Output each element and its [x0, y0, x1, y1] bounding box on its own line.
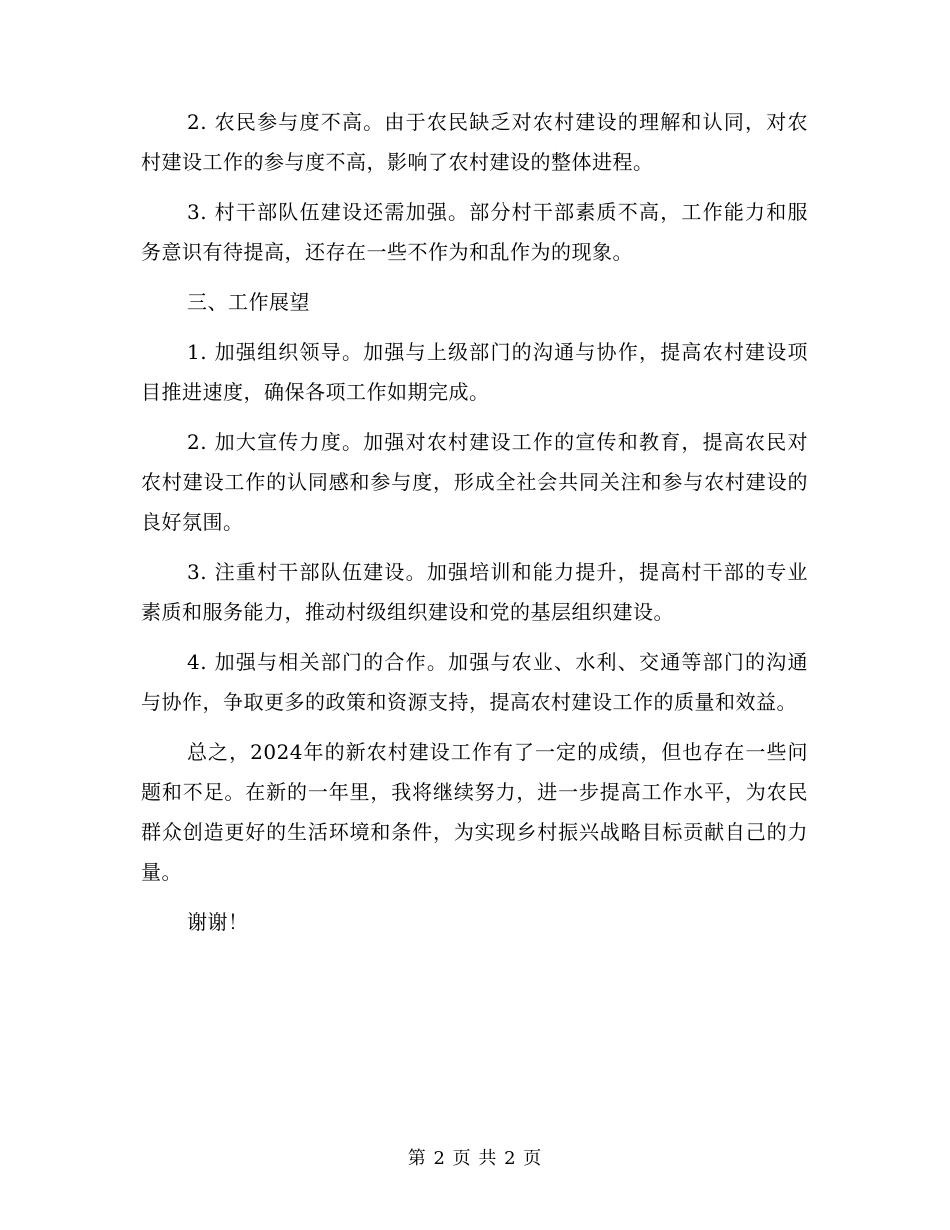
paragraph-thanks: 谢谢！ — [187, 910, 249, 934]
paragraph-outlook-3: 3. 注重村干部队伍建设。加强培训和能力提升，提高村干部的专业素质和服务能力，推动村级组织建设和党的基层组织建设。 — [141, 560, 808, 624]
paragraph-problem-2: 2. 农民参与度不高。由于农民缺乏对农村建设的理解和认同，对农村建设工作的参与度不高，影响了农村建设的整体进程。 — [141, 110, 808, 174]
document-body — [141, 102, 808, 952]
section-heading-outlook: 三、工作展望 — [187, 290, 310, 314]
paragraph-outlook-4: 4. 加强与相关部门的合作。加强与农业、水利、交通等部门的沟通与协作，争取更多的政策和资源支持，提高农村建设工作的质量和效益。 — [141, 650, 808, 714]
paragraph-problem-3: 3. 村干部队伍建设还需加强。部分村干部素质不高，工作能力和服务意识有待提高，还存在一些不作为和乱作为的现象。 — [141, 200, 808, 264]
paragraph-summary: 总之，2024年的新农村建设工作有了一定的成绩，但也存在一些问题和不足。在新的一年里，我将继续努力，进一步提高工作水平，为农民群众创造更好的生活环境和条件，为实现乡村振兴战略目标贡献自己的力量。 — [141, 740, 808, 884]
page-number-footer: 第 2 页 共 2 页 — [407, 1148, 543, 1169]
paragraph-outlook-2: 2. 加大宣传力度。加强对农村建设工作的宣传和教育，提高农民对农村建设工作的认同感和参与度，形成全社会共同关注和参与农村建设的良好氛围。 — [141, 430, 808, 534]
paragraph-outlook-1: 1. 加强组织领导。加强与上级部门的沟通与协作，提高农村建设项目推进速度，确保各项工作如期完成。 — [141, 340, 808, 404]
